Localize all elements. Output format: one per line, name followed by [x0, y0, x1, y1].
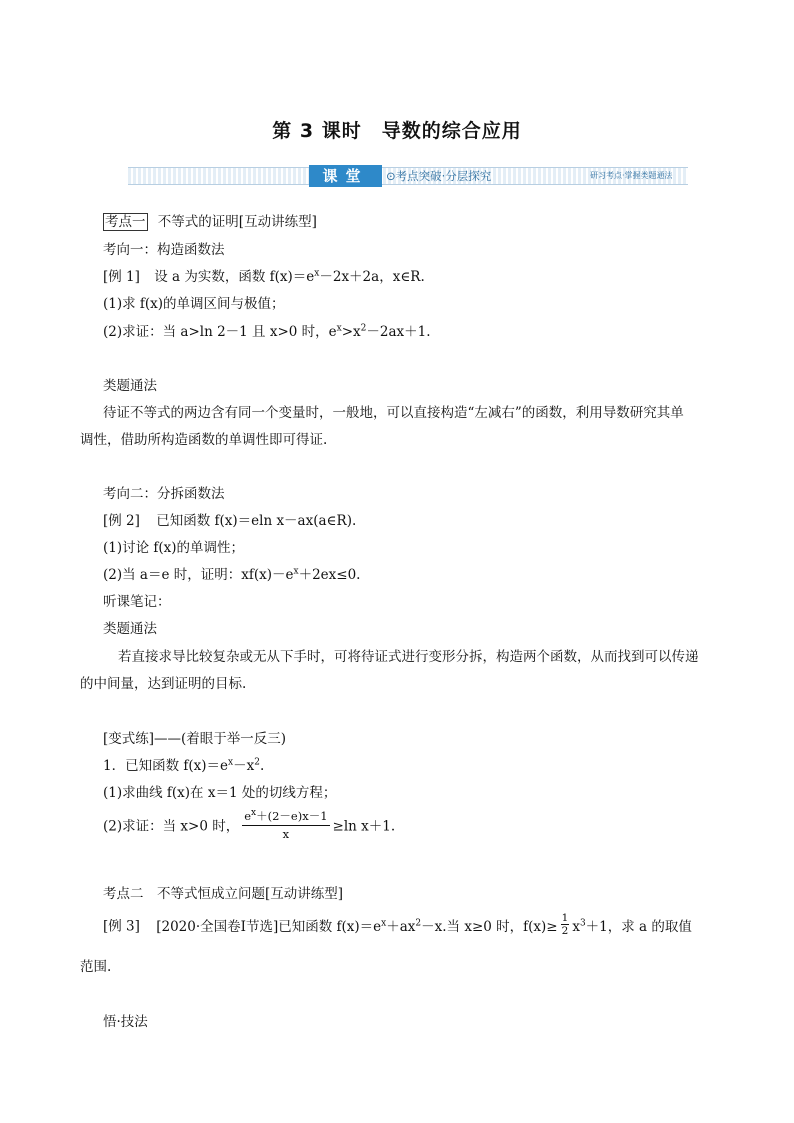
- variant-item-1: 1．已知函数 $f(x)=e^x-x^2$.: [103, 757, 265, 774]
- fraction-denominator: x: [282, 827, 290, 841]
- method2-line2: 的中间量，达到证明的目标.: [80, 676, 247, 692]
- example2-stem: [例 2] 已知函数 f(x)＝eln x－ax(a∈R).: [103, 513, 357, 529]
- wu-jifa-heading: 悟·技法: [103, 1014, 148, 1030]
- banner-subtitle: ⊙考点突破·分层探究: [386, 169, 492, 183]
- example1-stem: [例 1] 设 a 为实数，函数 $f(x)=e^x-2x+2a$，x∈R.: [103, 268, 425, 285]
- kaodian1-title: 不等式的证明[互动讲练型]: [157, 214, 317, 230]
- kaodian2-heading: 考点二 不等式恒成立问题[互动讲练型]: [103, 886, 344, 902]
- example1-q1: (1)求 f(x)的单调区间与极值；: [103, 296, 285, 312]
- example2-label: [例 2]: [103, 513, 140, 529]
- fraction-numerator: $e^x+(2-e)x-1$: [242, 808, 329, 826]
- example1-q2: (2)求证：当 a>ln 2－1 且 x>0 时，$e^x>x^2-2ax+1$.: [103, 323, 431, 340]
- banner-divider-bottom: [128, 184, 688, 185]
- example3-line2: 范围.: [80, 959, 112, 975]
- example3-label: [例 3]: [103, 918, 140, 935]
- example2-q2: (2)当 a＝e 时，证明：$xf(x)-e^x+2ex\le 0$.: [103, 566, 361, 583]
- method1-heading: 类题通法: [103, 378, 157, 394]
- example3-fraction: $\frac{1}{2}$: [561, 912, 569, 937]
- banner-right-text: 研习考点·掌握类题通法: [590, 171, 673, 180]
- variant-fraction: [242, 808, 329, 841]
- kaodian1-heading: [103, 210, 317, 230]
- page-title: 第 3 课时 导数的综合应用: [272, 120, 522, 142]
- section-banner: [128, 156, 688, 196]
- notes-label: 听课笔记：: [103, 594, 171, 610]
- method1-line1: 待证不等式的两边含有同一个变量时，一般地，可以直接构造“左减右”的函数，利用导数研究其单: [103, 405, 684, 421]
- example1-label: [例 1]: [103, 269, 140, 285]
- example2-q1: (1)讨论 f(x)的单调性；: [103, 540, 245, 556]
- method1-line2: 调性，借助所构造函数的单调性即可得证.: [80, 432, 328, 448]
- method2-heading: 类题通法: [103, 621, 157, 637]
- method2-line1: 若直接求导比较复杂或无从下手时，可将待证式进行变形分拆，构造两个函数，从而找到可以传递: [118, 649, 699, 665]
- kaodian1-tag: 考点一: [105, 214, 146, 230]
- example3-stem: [例 3] [2020·全国卷Ⅰ节选]已知函数 $f(x)=e^x+ax^2-x$.当 x≥0 时，f(x)≥ $\frac{1}{2}$ $x^3+1$，求 a 的取值: [103, 912, 692, 937]
- variant-q2: (2)求证：当 x>0 时， $\frac{e^x+(2-e)x-1}{x}$ ≥ln x＋1.: [103, 808, 396, 841]
- variant-q1: (1)求曲线 f(x)在 x＝1 处的切线方程；: [103, 785, 337, 801]
- kaoxiang1-heading: 考向一：构造函数法: [103, 242, 225, 258]
- variant-heading: [变式练]——(着眼于举一反三): [103, 731, 287, 747]
- banner-label: 课堂: [309, 165, 382, 187]
- kaoxiang2-heading: 考向二：分拆函数法: [103, 486, 225, 502]
